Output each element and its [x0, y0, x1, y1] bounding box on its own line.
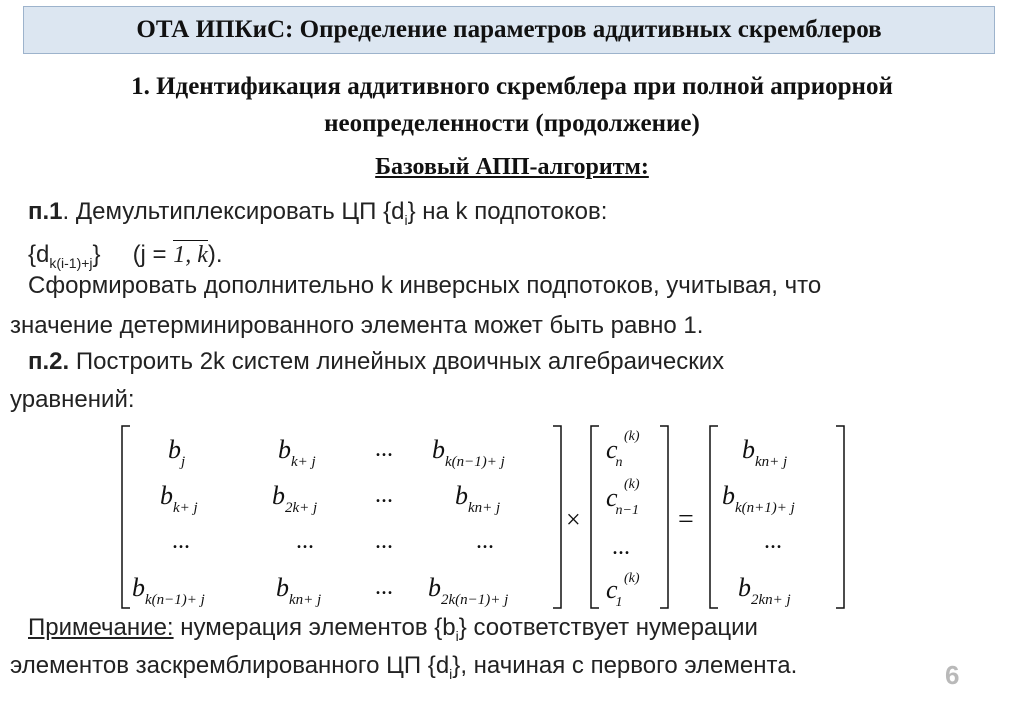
rhs-bracket-open	[710, 426, 718, 608]
step1-text: . Демультиплексировать ЦП {d	[62, 198, 405, 225]
c-dots: ...	[612, 534, 630, 560]
m-r2c3: ...	[375, 482, 393, 508]
m-r4c1: $b_{k(n-1)+ j}$	[132, 573, 205, 608]
m-r4c3: ...	[375, 574, 393, 600]
note-sub: i	[455, 627, 459, 644]
step2-text: Построить 2k систем линейных двоичных алгебраических	[69, 348, 725, 375]
c-1: c1	[606, 575, 623, 610]
left-bracket-open	[122, 426, 130, 608]
equals-sign: =	[678, 504, 694, 535]
note-label: Примечание:	[28, 614, 174, 641]
c-n1: cn−1	[606, 483, 639, 518]
section-title	[0, 68, 1024, 142]
section-title-line2: неопределенности (продолжение)	[324, 110, 700, 137]
section-title-line1: 1. Идентификация аддитивного скремблера при полной априорной	[131, 73, 893, 100]
rhs-2: $b_{k(n+1)+ j}$	[722, 481, 795, 516]
m-r1c1: $b_j$	[168, 435, 186, 470]
rhs-dots: ...	[764, 528, 782, 554]
c-n1-sup: (k)	[624, 477, 640, 492]
step1-label: п.1	[28, 198, 63, 225]
header-title: ОТА ИПКиС: Определение параметров аддитивных скремблеров	[136, 16, 882, 43]
note-text: нумерация элементов {b	[173, 614, 456, 641]
step1-formula	[28, 234, 223, 271]
m-r3c4: ...	[476, 528, 494, 554]
m-r1c3: ...	[375, 436, 393, 462]
m-r3c3: ...	[375, 528, 393, 554]
note-line2	[10, 652, 797, 682]
m-r2c4: $b_{kn+ j}$	[455, 481, 501, 516]
c-bracket-close	[660, 426, 668, 608]
rhs-4: $b_{2kn+ j}$	[738, 573, 791, 608]
c-1-sup: (k)	[624, 571, 640, 586]
page-number: 6	[945, 660, 960, 690]
rhs-bracket-close	[836, 426, 844, 608]
step1-line2: Сформировать дополнительно k инверсных подпотоков, учитывая, что	[28, 272, 822, 299]
step2-label: п.2.	[28, 348, 70, 375]
step1-sub: i	[404, 211, 408, 228]
note-text-mid: } соответствует нумерации	[458, 614, 758, 641]
formula-sub: k(i-1)+j	[49, 254, 93, 271]
matrix-equation	[0, 418, 1024, 618]
note-line2-a: элементов заскремблированного ЦП {d	[10, 652, 450, 679]
formula-close: }	[92, 241, 101, 268]
m-r3c1: ...	[172, 528, 190, 554]
note-line2-sub: i	[449, 665, 453, 682]
c-n: cn	[606, 435, 623, 470]
m-r4c2: $b_{kn+ j}$	[276, 573, 322, 608]
step1-line1	[28, 198, 607, 228]
range-open: (j =	[132, 241, 174, 268]
algorithm-subtitle: Базовый АПП-алгоритм:	[375, 154, 649, 180]
m-r2c2: $b_{2k+ j}$	[272, 481, 318, 516]
step2-line2: уравнений:	[10, 386, 135, 413]
rhs-1: $b_{kn+ j}$	[742, 435, 788, 470]
step1-text-end: } на k подпотоков:	[407, 198, 608, 225]
m-r1c2: $b_{k+ j}$	[278, 435, 316, 470]
left-bracket-close	[553, 426, 561, 608]
m-r4c4: $b_{2k(n-1)+ j}$	[428, 573, 509, 608]
m-r2c1: $b_{k+ j}$	[160, 481, 198, 516]
m-r3c2: ...	[296, 528, 314, 554]
c-bracket-open	[591, 426, 599, 608]
times-sign: ×	[566, 505, 581, 534]
note-line1	[28, 614, 758, 644]
note-line2-b: }, начиная с первого элемента.	[452, 652, 798, 679]
c-n-sup: (k)	[624, 429, 640, 444]
range-close: ).	[207, 241, 223, 268]
range-expr: 1, k	[173, 242, 208, 268]
step1-line3: значение детерминированного элемента может быть равно 1.	[10, 312, 704, 339]
formula-open: {d	[28, 241, 50, 268]
step2-line1	[28, 348, 724, 376]
slide-header	[23, 6, 995, 54]
m-r1c4: $b_{k(n-1)+ j}$	[432, 435, 505, 470]
